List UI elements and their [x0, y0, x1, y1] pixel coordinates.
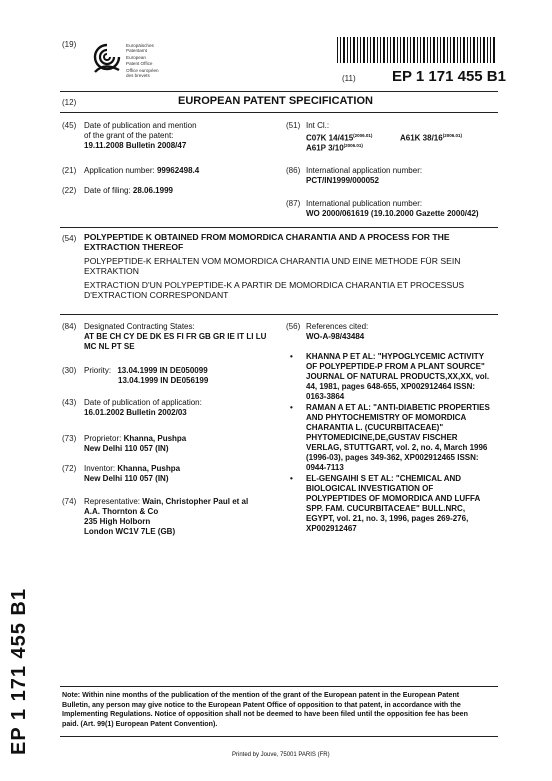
divider: [60, 314, 498, 315]
barcode-bar: [410, 37, 411, 63]
priority-value-2: 13.04.1999 IN DE056199: [118, 376, 209, 385]
epo-logo: [92, 42, 172, 82]
barcode-bar: [403, 37, 405, 63]
divider: [60, 736, 498, 737]
proprietor-name: Khanna, Pushpa: [123, 434, 187, 443]
reference-patent: WO-A-98/43484: [306, 332, 365, 341]
bullet-icon: •: [290, 403, 293, 412]
barcode-bar: [413, 37, 415, 63]
application-number-value: 99962498.4: [156, 166, 200, 175]
reference-item: [290, 403, 502, 473]
title-german: POLYPEPTIDE-K ERHALTEN VOM MOMORDICA CHARANTIA UND EINE METHODE FÜR SEIN EXTRAKTION: [84, 256, 461, 276]
office-name-en: European: [126, 55, 146, 61]
note-line: Implementing Regulations. Notice of opposition shall not be deemed to have been filed until the opposition fee has been: [62, 710, 468, 719]
bullet-icon: •: [290, 352, 293, 361]
reference-line: 0944-7113: [306, 463, 344, 472]
application-publication-value: 16.01.2002 Bulletin 2002/03: [84, 408, 187, 417]
inventor-label: Inventor:: [84, 464, 118, 473]
barcode-bar: [393, 37, 395, 63]
barcode-bar: [367, 37, 368, 63]
ipc-class: A61P 3/10: [306, 143, 344, 153]
barcode-bar: [373, 37, 375, 63]
priority-label: Priority:: [84, 366, 114, 375]
references-label: References cited:: [306, 322, 369, 331]
filing-date-value: 28.06.1999: [132, 186, 173, 195]
barcode-bar: [443, 37, 445, 63]
application-number-label: Application number:: [84, 166, 157, 175]
reference-line: 44, 1981, pages 648-655, XP002912464 ISSN:: [306, 382, 476, 391]
epo-logo-icon: [92, 42, 122, 76]
bullet-icon: •: [290, 474, 293, 483]
office-name-de-2: Patentamt: [126, 48, 147, 54]
divider: [60, 227, 498, 228]
grant-date-value: 19.11.2008 Bulletin 2008/47: [84, 141, 187, 150]
reference-line: XP002912467: [306, 524, 357, 533]
barcode-bar: [430, 37, 431, 63]
barcode-bar: [470, 37, 471, 63]
barcode-bar: [433, 37, 435, 63]
barcode-bar: [387, 37, 388, 63]
barcode-bar: [347, 37, 348, 63]
designated-states-value-2: MC NL PT SE: [84, 342, 135, 351]
barcode-bar: [437, 37, 438, 63]
barcode-bar: [353, 37, 355, 63]
barcode-bar: [417, 37, 418, 63]
inid-87: (87): [286, 199, 301, 208]
printer-footer: Printed by Jouve, 75001 PARIS (FR): [232, 752, 330, 758]
inid-72: (72): [62, 464, 77, 473]
barcode-bar: [337, 37, 338, 63]
divider: [60, 112, 498, 113]
barcode-bar: [487, 37, 488, 63]
inid-86: (86): [286, 166, 301, 175]
barcode-bar: [450, 37, 451, 63]
reference-line: VERLAG, STUTTGART, vol. 2, no. 4, March 1996: [306, 443, 488, 452]
representative-firm: A.A. Thornton & Co: [84, 507, 159, 516]
barcode-bar: [397, 37, 398, 63]
barcode-bar: [420, 37, 421, 63]
inid-45: (45): [62, 121, 77, 130]
grant-date-label: Date of publication and mention: [84, 121, 197, 130]
inid-19: (19): [62, 40, 77, 49]
inid-21: (21): [62, 166, 77, 175]
reference-line: EGYPT, vol. 21, no. 3, 1996, pages 269-276,: [306, 514, 469, 523]
intl-application-label: International application number:: [306, 166, 423, 175]
inventor-name: Khanna, Pushpa: [117, 464, 181, 473]
barcode-bar: [493, 37, 495, 63]
barcode-bar: [340, 37, 341, 63]
references-list: [290, 352, 502, 534]
reference-line: SPP. FAM. CUCURBITACEAE" BULL.NRC,: [306, 504, 466, 513]
inid-73: (73): [62, 434, 77, 443]
reference-line: BIOLOGICAL INVESTIGATION OF: [306, 484, 434, 493]
office-name-en-2: Patent Office: [126, 60, 153, 66]
office-name-fr-2: des brevets: [126, 73, 150, 79]
barcode-bar: [467, 37, 468, 63]
side-publication-number: EP 1 171 455 B1: [8, 588, 30, 755]
barcode-bar: [400, 37, 401, 63]
barcode-bar: [363, 37, 365, 63]
reference-line: JOURNAL OF NATURAL PRODUCTS,XX,XX, vol.: [306, 372, 490, 381]
inid-43: (43): [62, 398, 77, 407]
office-name-de: Europäisches: [126, 43, 154, 48]
reference-line: EL-GENGAIHI S ET AL: "CHEMICAL AND: [306, 474, 462, 483]
inventor-address: New Delhi 110 057 (IN): [84, 474, 169, 483]
reference-line: POLYPEPTIDES OF MOMORDICA AND LUFFA: [306, 494, 481, 503]
inid-12: (12): [62, 98, 77, 107]
barcode-bar: [407, 37, 408, 63]
inid-11: (11): [342, 74, 356, 83]
representative-label: Representative:: [84, 497, 143, 506]
designated-states-label: Designated Contracting States:: [84, 322, 195, 331]
reference-line: 0163-3864: [306, 392, 345, 401]
ipc-version: (2006.01): [353, 133, 373, 138]
application-publication-label: Date of publication of application:: [84, 398, 202, 407]
reference-line: RAMAN A ET AL: "ANTI-DIABETIC PROPERTIES: [306, 403, 490, 412]
barcode-bar: [370, 37, 371, 63]
barcode-bar: [463, 37, 465, 63]
reference-line: AND PHYTOCHEMISTRY OF MOMORDICA: [306, 413, 467, 422]
designated-states-value: AT BE CH CY DE DK ES FI FR GB GR IE IT LI LU: [84, 332, 267, 341]
barcode-bar: [483, 37, 485, 63]
proprietor-address: New Delhi 110 057 (IN): [84, 444, 169, 453]
barcode-bar: [477, 37, 478, 63]
reference-line: (1996-03), pages 349-362, XP002912465 ISSN:: [306, 453, 479, 462]
title-english: POLYPEPTIDE K OBTAINED FROM MOMORDICA CHARANTIA AND A PROCESS FOR THE EXTRACTION THEREOF: [84, 232, 450, 252]
barcode-bar: [440, 37, 441, 63]
barcode-bar: [360, 37, 361, 63]
reference-line: KHANNA P ET AL: "HYPOGLYCEMIC ACTIVITY: [306, 352, 485, 361]
publication-number: EP 1 171 455 B1: [392, 68, 506, 85]
barcode-bar: [350, 37, 351, 63]
barcode-bar: [423, 37, 425, 63]
intl-publication-label: International publication number:: [306, 199, 423, 208]
inid-51: (51): [286, 121, 301, 130]
reference-line: PHYTOMEDICINE,DE,GUSTAV FISCHER: [306, 433, 458, 442]
note-line: Note: Within nine months of the publication of the mention of the grant of the European patent in the European Patent: [62, 691, 460, 699]
ipc-class: C07K 14/415: [306, 133, 354, 143]
grant-date-label-2: of the grant of the patent:: [84, 131, 174, 140]
inid-54: (54): [62, 234, 77, 243]
intl-publication-value: WO 2000/061619 (19.10.2000 Gazette 2000/42): [306, 209, 479, 218]
intl-application-value: PCT/IN1999/000052: [306, 176, 379, 185]
barcode: [337, 37, 499, 63]
inid-22: (22): [62, 186, 77, 195]
filing-date-label: Date of filing:: [84, 186, 133, 195]
reference-line: CHARANTIA L. (CUCURBITACEAE)": [306, 423, 444, 432]
office-name-fr: Office européen: [126, 67, 159, 73]
representative-name: Wain, Christopher Paul et al: [142, 497, 249, 506]
inid-74: (74): [62, 497, 77, 506]
ipc-label: Int Cl.:: [306, 121, 330, 130]
barcode-bar: [427, 37, 428, 63]
barcode-bar: [383, 37, 385, 63]
barcode-bar: [457, 37, 458, 63]
barcode-bar: [377, 37, 378, 63]
representative-street: 235 High Holborn: [84, 517, 151, 526]
ipc-version: (2006.01): [343, 143, 363, 148]
ipc-class: A61K 38/16: [400, 133, 443, 143]
barcode-bar: [390, 37, 391, 63]
note-line: paid. (Art. 99(1) European Patent Convention).: [62, 719, 218, 728]
inid-30: (30): [62, 366, 77, 375]
divider: [60, 91, 498, 92]
barcode-bar: [490, 37, 491, 63]
barcode-bar: [380, 37, 381, 63]
document-type: EUROPEAN PATENT SPECIFICATION: [178, 95, 373, 107]
representative-city: London WC1V 7LE (GB): [84, 527, 176, 536]
ipc-version: (2006.01): [442, 133, 462, 138]
priority-value: 13.04.1999 IN DE050099: [117, 366, 208, 375]
inid-56: (56): [286, 322, 301, 331]
reference-item: [290, 352, 502, 402]
reference-item: [290, 474, 502, 534]
inid-84: (84): [62, 322, 77, 331]
barcode-bar: [357, 37, 358, 63]
barcode-bar: [453, 37, 455, 63]
reference-line: OF POLYPEPTIDE-P FROM A PLANT SOURCE": [306, 362, 485, 371]
barcode-bar: [460, 37, 461, 63]
title-french: EXTRACTION D'UN POLYPEPTIDE-K A PARTIR DE MOMORDICA CHARANTIA ET PROCESSUS D'EXTRACTION CORRESPONDANT: [84, 280, 465, 300]
divider: [60, 686, 498, 687]
barcode-bar: [343, 37, 345, 63]
barcode-bar: [473, 37, 475, 63]
barcode-bar: [480, 37, 481, 63]
barcode-bar: [447, 37, 448, 63]
note-line: Bulletin, any person may give notice to the European Patent Office of opposition to that patent, in accordance with the: [62, 700, 461, 709]
proprietor-label: Proprietor:: [84, 434, 124, 443]
